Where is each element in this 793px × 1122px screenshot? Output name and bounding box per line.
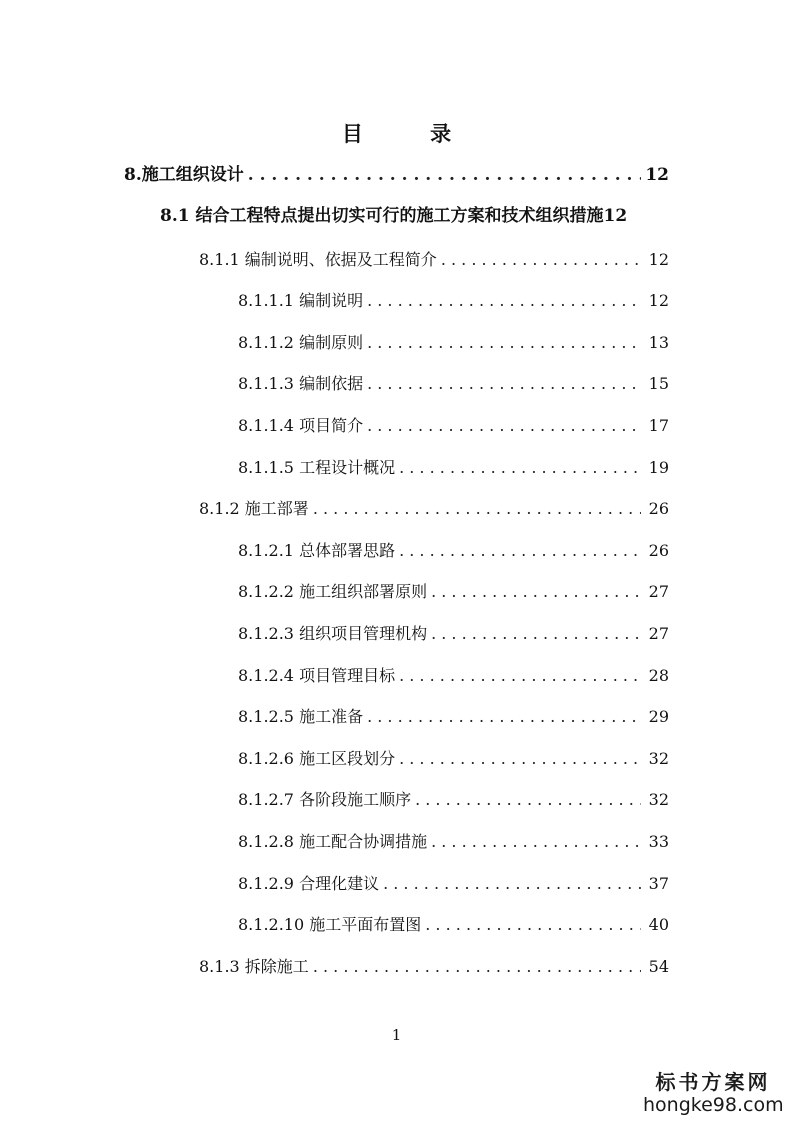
toc-entry[interactable]	[238, 456, 669, 480]
toc-leader-dots	[399, 456, 641, 480]
toc-entry-page: 12	[603, 206, 628, 226]
toc-entry[interactable]	[238, 788, 669, 812]
toc-entry[interactable]	[238, 747, 669, 771]
watermark-text: 标书方案网	[655, 1070, 771, 1094]
toc-entry-page: 27	[648, 624, 669, 643]
toc-leader-dots	[425, 913, 641, 937]
toc-entry-label: 8.1.2.1 总体部署思路	[238, 541, 396, 560]
toc-entry-page: 32	[648, 790, 669, 809]
toc-leader-dots	[431, 622, 641, 646]
toc-leader-dots	[441, 248, 641, 272]
toc-entry[interactable]	[199, 248, 669, 272]
toc-leader-dots	[367, 289, 641, 313]
toc-entry-page: 12	[645, 165, 669, 185]
toc-entry[interactable]	[238, 705, 669, 729]
toc-entry-label: 8.1.1.2 编制原则	[238, 333, 364, 352]
toc-entry-page: 12	[648, 250, 669, 269]
toc-entry[interactable]	[238, 414, 669, 438]
toc-entry-label: 8.1.2.9 合理化建议	[238, 874, 380, 893]
toc-entry-page: 12	[648, 291, 669, 310]
toc-entry[interactable]	[238, 622, 669, 646]
toc-entry-page: 15	[648, 374, 669, 393]
toc-entry-label: 8.1.1 编制说明、依据及工程简介	[199, 250, 437, 269]
toc-leader-dots	[367, 705, 641, 729]
toc-leader-dots	[248, 163, 641, 187]
toc-entry-label: 8.1.2.4 项目管理目标	[238, 666, 396, 685]
toc-entry-page: 32	[648, 749, 669, 768]
toc-entry-label: 8.1.2.7 各阶段施工顺序	[238, 790, 412, 809]
toc-entry[interactable]	[199, 497, 669, 521]
toc-entry-label: 8.1 结合工程特点提出切实可行的施工方案和技术组织措施	[160, 206, 604, 226]
watermark-url: hongke98.com	[643, 1094, 784, 1116]
toc-entry[interactable]	[238, 913, 669, 937]
toc-entry-page: 40	[648, 915, 669, 934]
toc-entry[interactable]	[238, 372, 669, 396]
toc-entry-page: 19	[648, 458, 669, 477]
toc-entry-label: 8.1.2.2 施工组织部署原则	[238, 582, 428, 601]
toc-entry[interactable]	[238, 331, 669, 355]
toc-entry[interactable]	[238, 289, 669, 313]
toc-entry-page: 26	[648, 541, 669, 560]
toc-entry-page: 13	[648, 333, 669, 352]
toc-entry-page: 33	[648, 832, 669, 851]
toc-entry[interactable]	[238, 830, 669, 854]
toc-entry[interactable]	[238, 539, 669, 563]
toc-leader-dots	[415, 788, 641, 812]
toc-entry-label: 8.1.1.3 编制依据	[238, 374, 364, 393]
toc-leader-dots	[367, 414, 641, 438]
toc-leader-dots	[399, 539, 641, 563]
toc-entry-label: 8.1.1.4 项目简介	[238, 416, 364, 435]
toc-entry-label: 8.1.2.8 施工配合协调措施	[238, 832, 428, 851]
toc-leader-dots	[431, 580, 641, 604]
page-number: 1	[391, 1026, 402, 1044]
toc-leader-dots	[399, 664, 641, 688]
toc-entry-label: 8.1.2.10 施工平面布置图	[238, 915, 422, 934]
toc-entry-label: 8.施工组织设计	[124, 165, 244, 185]
toc-entry-page: 26	[648, 499, 669, 518]
toc-entry-page: 27	[648, 582, 669, 601]
toc-entry[interactable]	[160, 204, 669, 228]
toc-entry-page: 37	[648, 874, 669, 893]
toc-leader-dots	[431, 830, 641, 854]
toc-entry-label: 8.1.2.6 施工区段划分	[238, 749, 396, 768]
toc-entry-label: 8.1.2.5 施工准备	[238, 707, 364, 726]
toc-entry-label: 8.1.1.5 工程设计概况	[238, 458, 396, 477]
toc-entry-page: 54	[648, 957, 669, 976]
toc-entry[interactable]	[238, 664, 669, 688]
toc-entry-label: 8.1.2 施工部署	[199, 499, 309, 518]
page-title: 目 录	[341, 121, 482, 146]
toc-entry-page: 28	[648, 666, 669, 685]
toc-entry[interactable]	[124, 163, 669, 187]
watermark-logo	[643, 1070, 783, 1116]
toc-entry-page: 29	[648, 707, 669, 726]
toc-leader-dots	[367, 372, 641, 396]
toc-leader-dots	[399, 747, 641, 771]
toc-entry[interactable]	[238, 872, 669, 896]
toc-entry[interactable]	[199, 955, 669, 979]
toc-entry-label: 8.1.3 拆除施工	[199, 957, 309, 976]
toc-entry-label: 8.1.1.1 编制说明	[238, 291, 364, 310]
toc-leader-dots	[383, 872, 641, 896]
toc-entry-page: 17	[648, 416, 669, 435]
toc-entry-label: 8.1.2.3 组织项目管理机构	[238, 624, 428, 643]
toc-leader-dots	[367, 331, 641, 355]
toc-entry[interactable]	[238, 580, 669, 604]
toc-leader-dots	[313, 955, 641, 979]
toc-leader-dots	[313, 497, 641, 521]
